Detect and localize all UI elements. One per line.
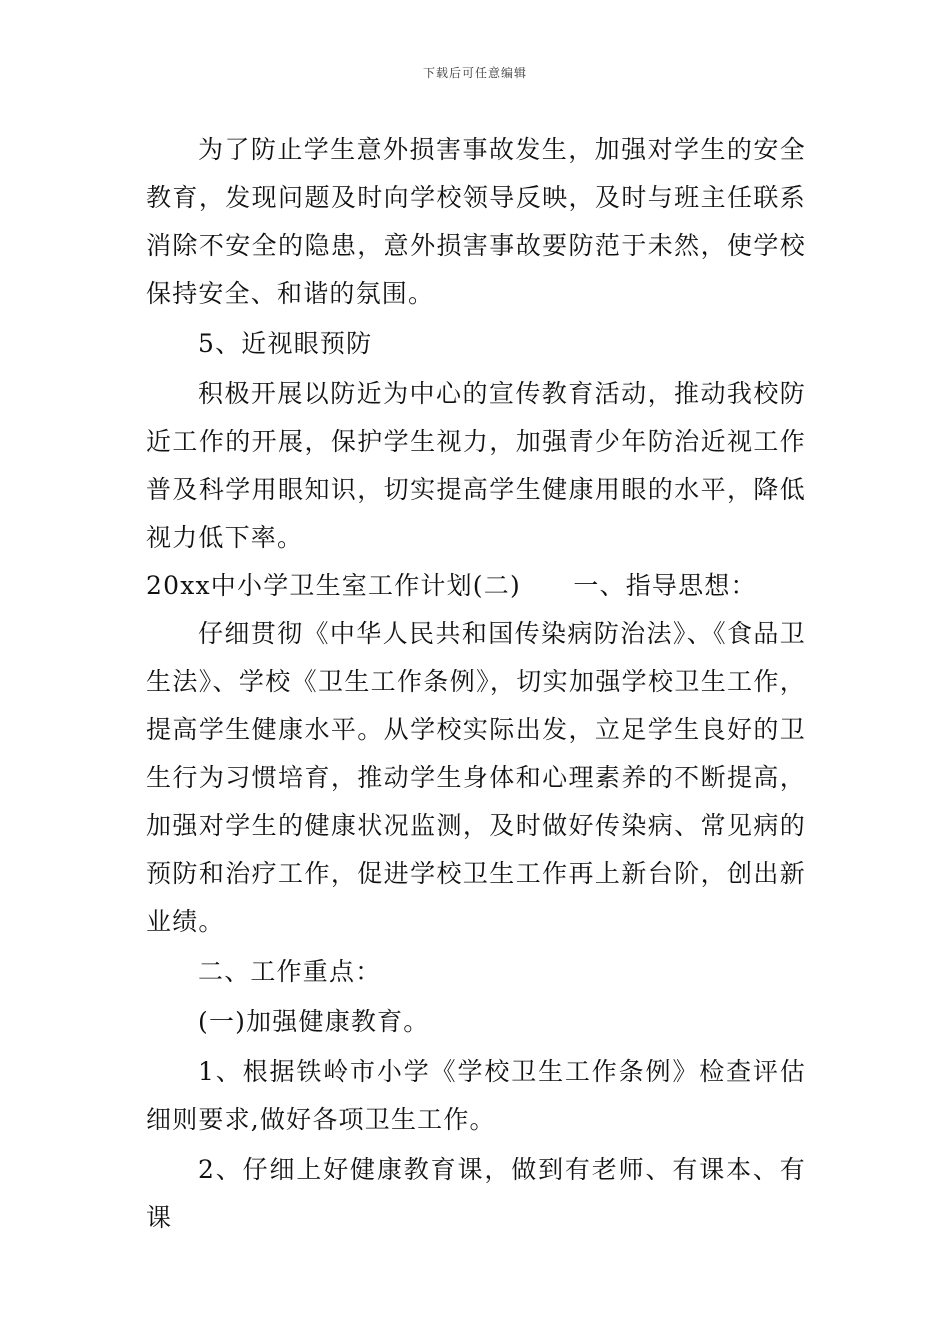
paragraph-myopia: 积极开展以防近为中心的宣传教育活动，推动我校防近工作的开展，保护学生视力，加强青少年防治近视工作普及科学用眼知识，切实提高学生健康用眼的水平，降低视力低下率。 xyxy=(146,379,806,552)
page-header: 下载后可任意编辑 xyxy=(422,66,527,80)
list-item-1: 1、根据铁岭市小学《学校卫生工作条例》检查评估细则要求,做好各项卫生工作。 xyxy=(146,1057,806,1134)
list-item-2: 2、仔细上好健康教育课，做到有老师、有课本、有课 xyxy=(146,1155,806,1232)
subsection-heading-health-education: (一)加强健康教育。 xyxy=(198,1007,430,1036)
section-heading-work-focus: 二、工作重点： xyxy=(198,957,382,986)
paragraph-safety: 为了防止学生意外损害事故发生，加强对学生的安全教育，发现问题及时向学校领导反映，及时与班主任联系消除不安全的隐患，意外损害事故要防范于未然，使学校保持安全、和谐的氛围。 xyxy=(146,135,806,308)
document-body xyxy=(146,126,806,1242)
paragraph-guiding-thought: 仔细贯彻《中华人民共和国传染病防治法》、《食品卫生法》、学校《卫生工作条例》，切实加强学校卫生工作，提高学生健康水平。从学校实际出发，立足学生良好的卫生行为习惯培育，推动学生身体和心理素养的不断提高，加强对学生的健康状况监测，及时做好传染病、常见病的预防和治疗工作，促进学校卫生工作再上新台阶，创出新业绩。 xyxy=(146,619,806,936)
section-heading-myopia: 5、近视眼预防 xyxy=(198,329,373,358)
document-title-line: 20xx中小学卫生室工作计划(二) 一、指导思想： xyxy=(146,571,757,600)
